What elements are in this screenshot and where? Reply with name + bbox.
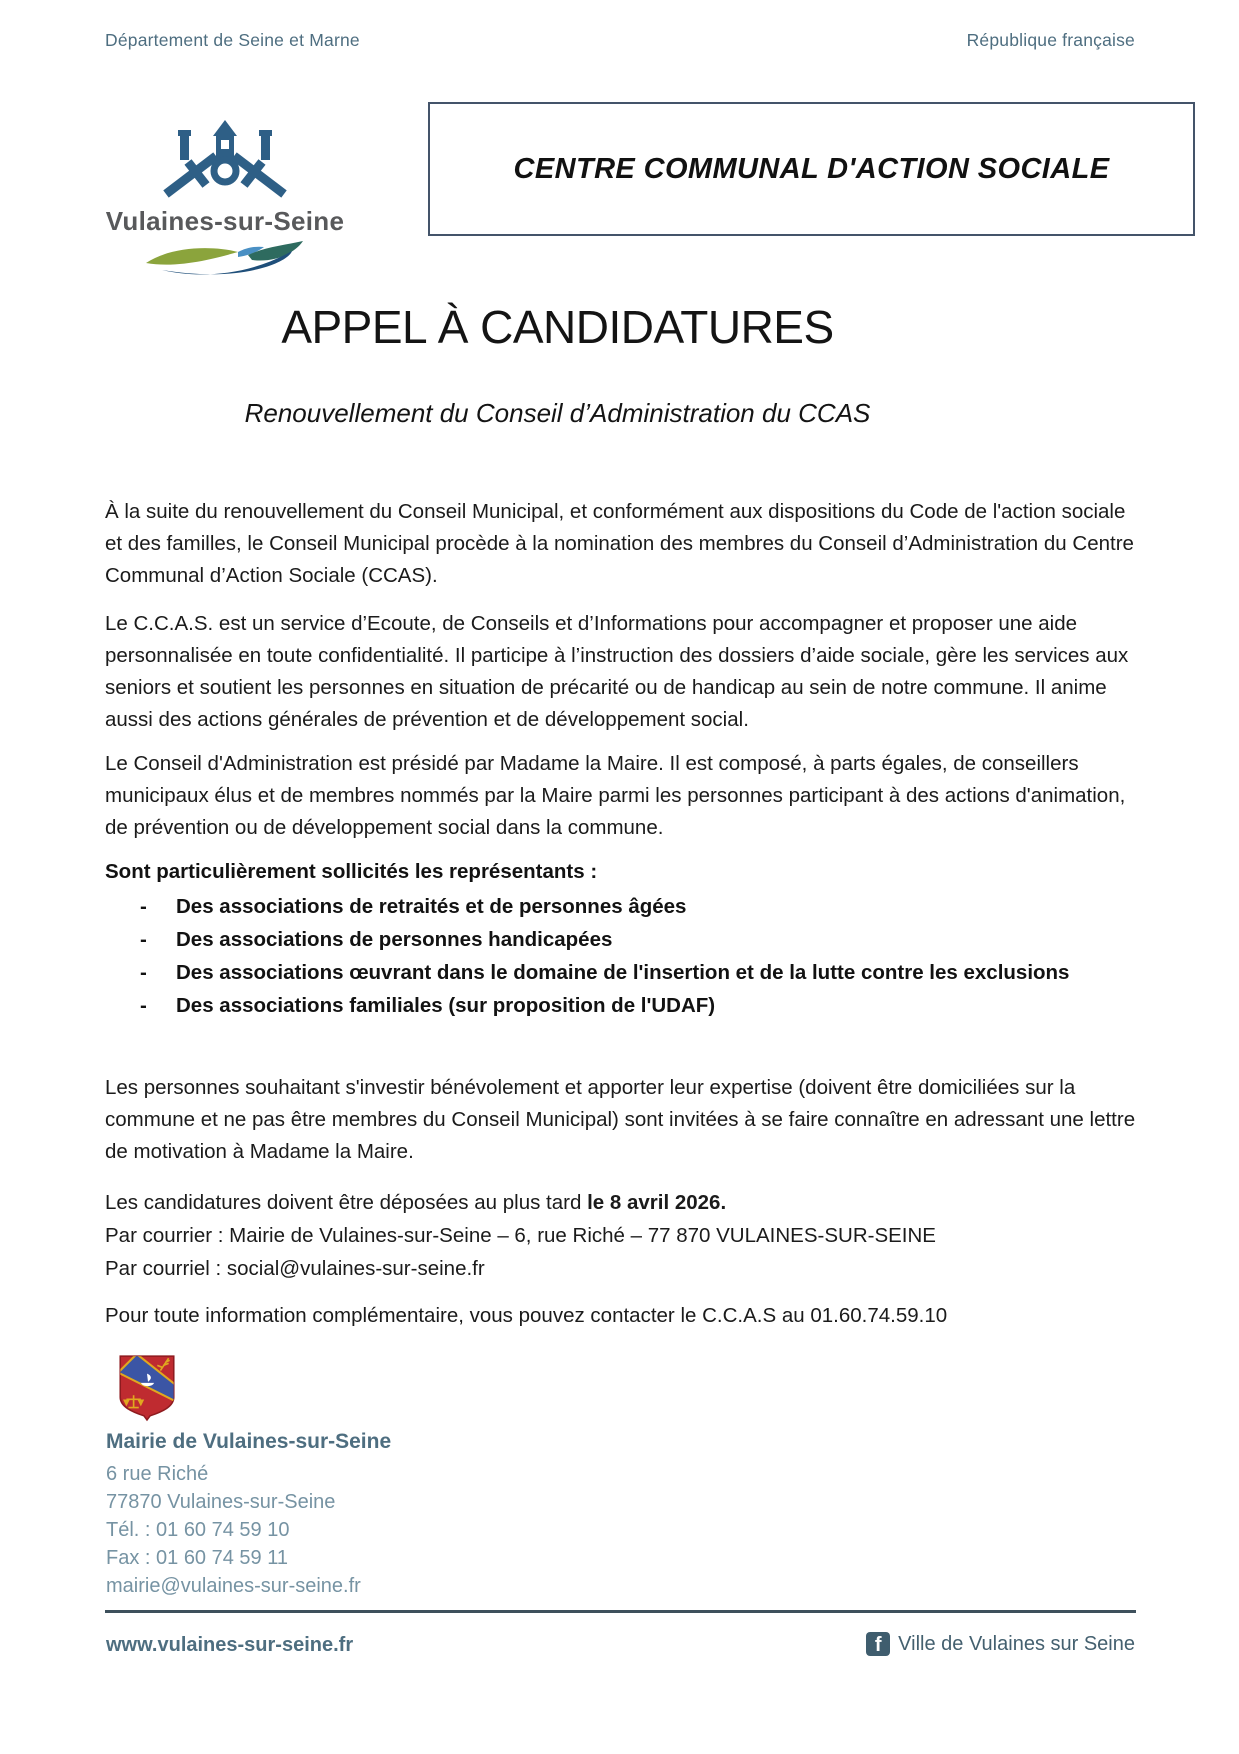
paragraph-conseil-administration: Le Conseil d'Administration est présidé par Madame la Maire. Il est composé, à parts égales, de conseillers municipaux élus et de membres nommés par la Maire parmi les personnes participant à des actions d'animation, de prévention ou de développement social dans la commune. [105, 752, 1126, 839]
paragraph-renouvellement: À la suite du renouvellement du Conseil Municipal, et conformément aux dispositions du Code de l'action sociale et des familles, le Conseil Municipal procède à la nomination des membres du Conseil d’Administration du Centre Communal d’Action Sociale (CCAS). [105, 500, 1134, 587]
commune-name: Vulaines-sur-Seine [105, 206, 345, 236]
contact-info-line: Pour toute information complémentaire, vous pouvez contacter le C.C.A.S au 01.60.74.59.10 [105, 1304, 948, 1327]
deadline-line [105, 1186, 1140, 1219]
list-item-text: Des associations de retraités et de personnes âgées [176, 895, 687, 918]
river-swoosh-icon [95, 239, 355, 283]
list-item-text: Des associations œuvrant dans le domaine de l'insertion et de la lutte contre les exclusions [176, 961, 1070, 984]
footer-address-city: 77870 Vulaines-sur-Seine [106, 1491, 336, 1513]
facebook-icon: f [866, 1632, 890, 1656]
list-item [140, 994, 1140, 1027]
dash-bullet: - [140, 928, 147, 951]
footer-email: mairie@vulaines-sur-seine.fr [106, 1575, 361, 1597]
footer-facebook [866, 1632, 1135, 1656]
courrier-line: Par courrier : Mairie de Vulaines-sur-Seine – 6, rue Riché – 77 870 VULAINES-SUR-SEINE [105, 1224, 936, 1247]
footer-divider [105, 1610, 1136, 1613]
footer-website: www.vulaines-sur-seine.fr [106, 1634, 354, 1656]
deadline-prefix: Les candidatures doivent être déposées au plus tard [105, 1191, 588, 1214]
list-item [140, 928, 1140, 961]
facebook-label: Ville de Vulaines sur Seine [898, 1632, 1135, 1655]
footer-address-block [106, 1460, 361, 1600]
list-item [140, 961, 1140, 994]
header-department: Département de Seine et Marne [105, 30, 360, 50]
courriel-line: Par courriel : social@vulaines-sur-seine.fr [105, 1257, 485, 1280]
footer-fax: Fax : 01 60 74 59 11 [106, 1547, 288, 1569]
list-item [140, 895, 1140, 928]
header-republique: République française [966, 30, 1135, 50]
footer-address-street: 6 rue Riché [106, 1463, 209, 1485]
list-item-text: Des associations familiales (sur proposition de l'UDAF) [176, 994, 716, 1017]
commune-logo [95, 118, 355, 283]
paragraph-candidature-conditions: Les personnes souhaitant s'investir bénévolement et apporter leur expertise (doivent être domiciliées sur la commune et ne pas être membres du Conseil Municipal) sont invitées à se faire connaître en adressant une lettre de motivation à Madame la Maire. [105, 1076, 1136, 1163]
deadline-date: le 8 avril 2026. [587, 1191, 727, 1214]
representatives-list [140, 895, 1140, 1027]
page-subtitle: Renouvellement du Conseil d’Administration du CCAS [244, 398, 871, 428]
village-roofline-icon [95, 118, 355, 202]
dash-bullet: - [140, 895, 147, 918]
page-title: APPEL À CANDIDATURES [281, 301, 834, 353]
list-heading: Sont particulièrement sollicités les représentants : [105, 860, 598, 883]
ccas-banner-box [428, 102, 1195, 236]
ccas-banner-title: CENTRE COMMUNAL D'ACTION SOCIALE [513, 152, 1110, 185]
paragraph-ccas-service: Le C.C.A.S. est un service d’Ecoute, de Conseils et d’Informations pour accompagner et proposer une aide personnalisée en toute confidentialité. Il participe à l’instruction des dossiers d’aide sociale, gère les services aux seniors et soutient les personnes en situation de précarité ou de handicap au sein de notre commune. Il anime aussi des actions générales de prévention et de développement social. [105, 612, 1129, 731]
footer-tel: Tél. : 01 60 74 59 10 [106, 1519, 290, 1541]
dash-bullet: - [140, 994, 147, 1017]
footer-org-name: Mairie de Vulaines-sur-Seine [106, 1430, 392, 1453]
deadline-block [105, 1186, 1140, 1285]
list-item-text: Des associations de personnes handicapées [176, 928, 613, 951]
coat-of-arms-icon [116, 1352, 178, 1427]
dash-bullet: - [140, 961, 147, 984]
